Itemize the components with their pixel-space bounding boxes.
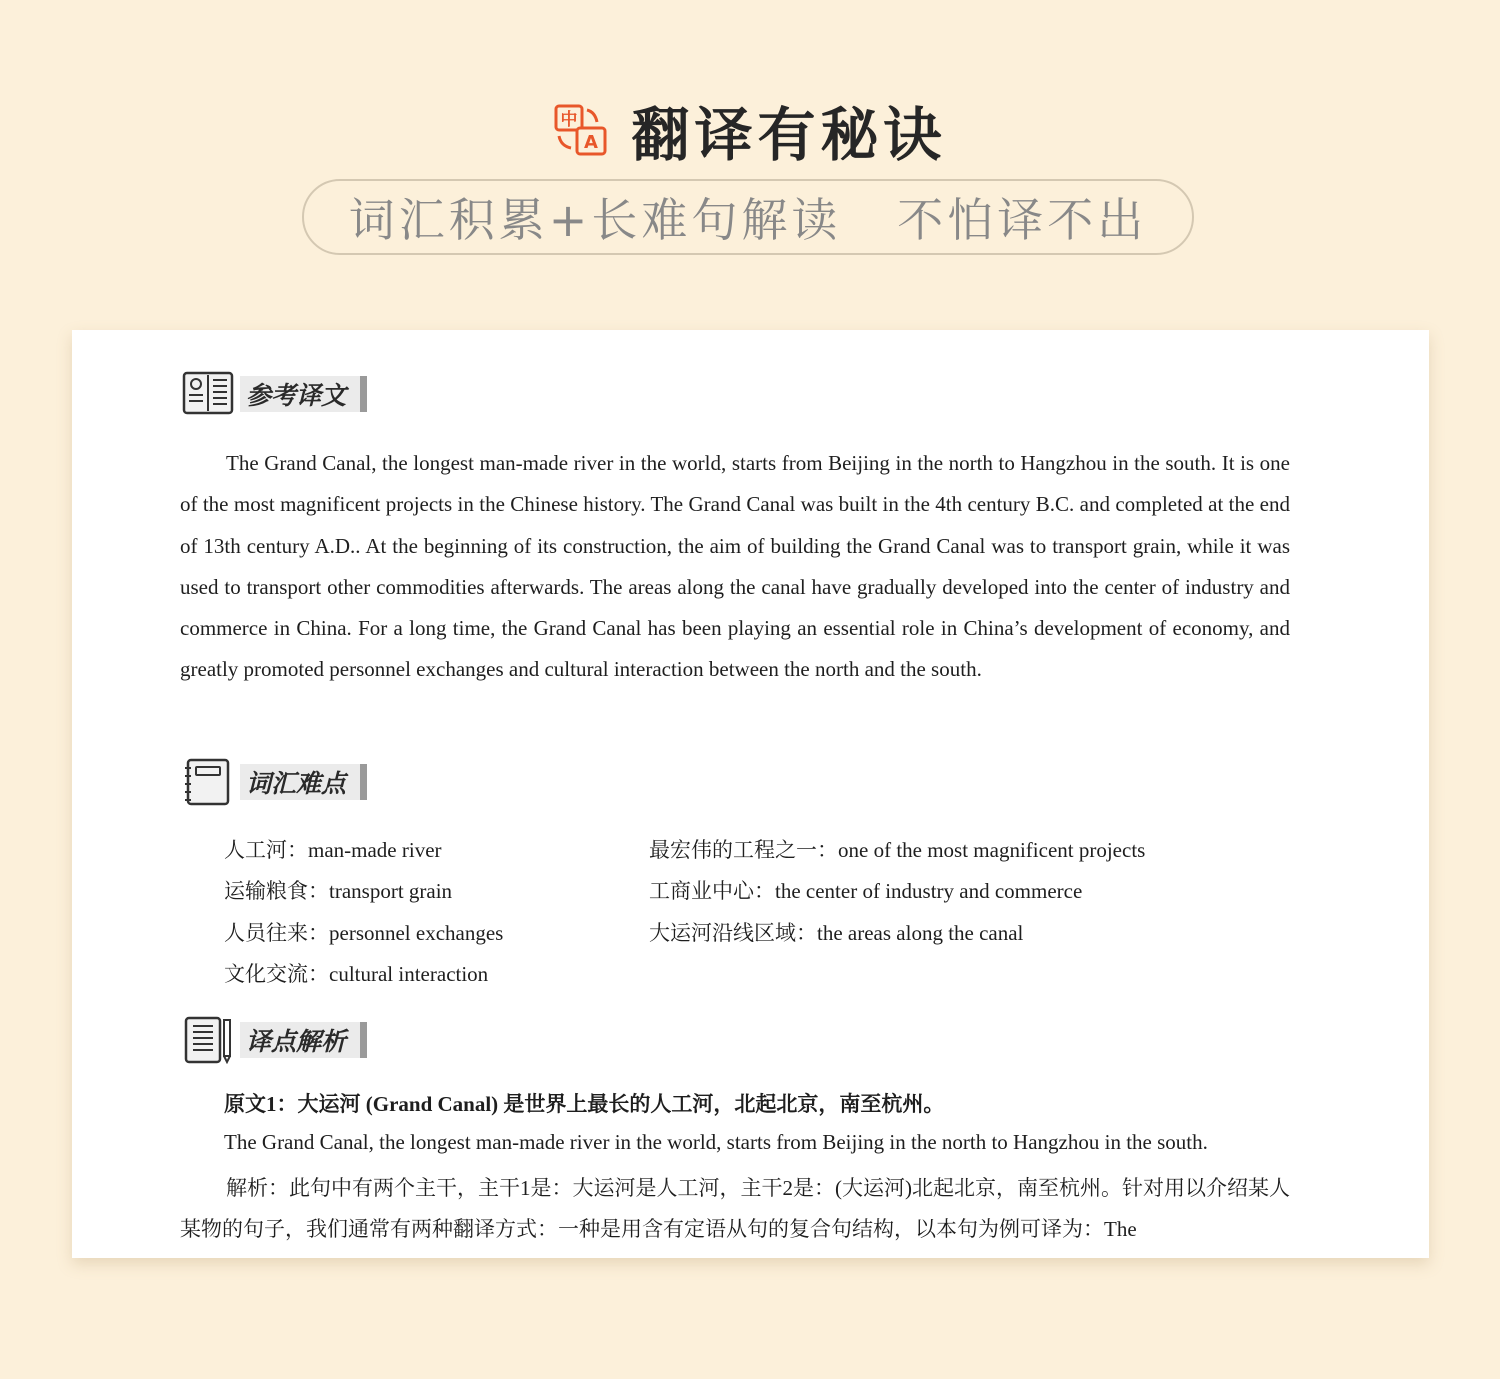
vocab-item: 文化交流：cultural interaction <box>224 961 489 986</box>
notebook-icon <box>182 758 234 806</box>
vocab-row <box>224 830 1284 871</box>
subtitle-right: 不怕译不出 <box>897 193 1148 247</box>
vocab-row <box>224 913 1284 954</box>
page-title: 翻译有秘诀 <box>631 101 947 169</box>
translation-sentence: The Grand Canal, the longest man-made river in the world, starts from Beijing in the north to Hangzhou in the south. <box>224 1130 1208 1154</box>
vocab-item: 最宏伟的工程之一：one of the most magnificent projects <box>649 838 1146 862</box>
vocab-item: 人工河：man-made river <box>224 838 442 862</box>
subtitle-gap <box>841 190 897 244</box>
book-icon <box>182 370 234 418</box>
original-sentence: 原文1：大运河 (Grand Canal) 是世界上最长的人工河，北起北京，南至杭州。 <box>224 1092 945 1116</box>
vocab-item: 大运河沿线区域：the areas along the canal <box>649 920 1024 945</box>
section-header-reference <box>182 370 367 418</box>
svg-text:A: A <box>584 132 599 153</box>
vocab-row <box>224 871 1284 912</box>
vocab-item-empty <box>649 954 1269 995</box>
notes-icon <box>182 1016 234 1064</box>
page-header <box>0 88 1500 172</box>
analysis-paragraph: 解析：此句中有两个主干，主干1是：大运河是人工河，主干2是：(大运河)北起北京，南至杭州。针对用以介绍某人某物的句子，我们通常有两种翻译方式：一种是用含有定语从句的复合句结构，以本句为例可译为：The <box>180 1176 1290 1241</box>
section-label-reference: 参考译文 <box>240 376 367 412</box>
svg-text:中: 中 <box>560 110 578 130</box>
subtitle-left: 词汇积累+长难句解读 <box>348 193 842 247</box>
section-header-analysis <box>182 1016 367 1064</box>
vocab-row <box>224 954 1284 995</box>
section-label-analysis: 译点解析 <box>240 1022 367 1058</box>
vocab-item: 人员往来：personnel exchanges <box>224 920 504 945</box>
subtitle-pill <box>302 179 1194 255</box>
document-sheet <box>72 330 1429 1258</box>
translate-icon <box>553 102 609 158</box>
vocab-item: 工商业中心：the center of industry and commerce <box>649 879 1083 904</box>
vocabulary-list <box>224 830 1284 995</box>
reference-paragraph: The Grand Canal, the longest man-made river in the world, starts from Beijing in the north to Hangzhou in the south. It is one of the most magnificent projects in the Chinese history. The Grand Canal was built in the 4th century B.C. and completed at the end of 13th century A.D.. At the beginning of its construction, the aim of building the Grand Canal was to transport grain, while it was used to transport other commodities afterwards. The areas along the canal have gradually developed into the center of industry and commerce in China. For a long time, the Grand Canal has been playing an essential role in China’s development of economy, and greatly promoted personnel exchanges and cultural interaction between the north and the south. <box>180 451 1290 682</box>
vocab-item: 运输粮食：transport grain <box>224 879 453 904</box>
section-header-vocabulary <box>182 758 367 806</box>
section-label-vocabulary: 词汇难点 <box>240 764 367 800</box>
